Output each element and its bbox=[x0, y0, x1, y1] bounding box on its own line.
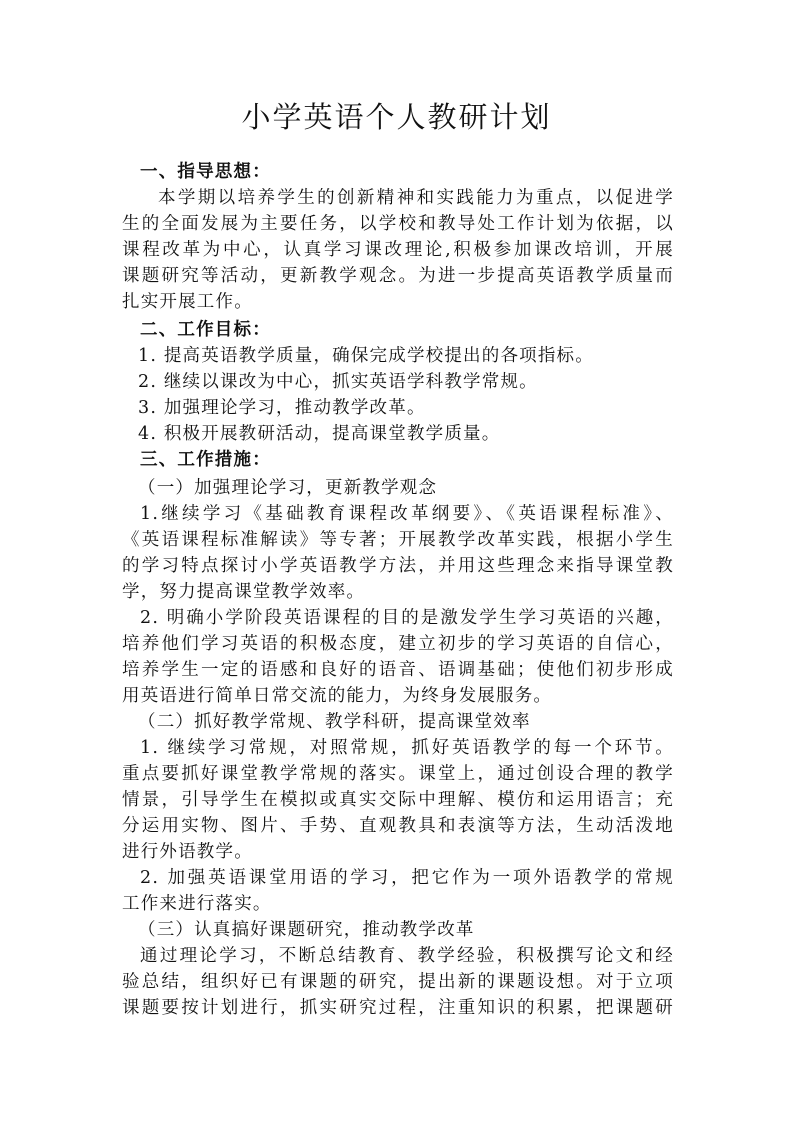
paragraph-line: 课题研究等活动，更新教学观念。为进一步提高英语教学质量而 bbox=[122, 266, 674, 286]
goal-item: 3. 加强理论学习，推动教学改革。 bbox=[138, 398, 426, 418]
paragraph-line: 本学期以培养学生的创新精神和实践能力为重点，以促进学 bbox=[158, 188, 674, 208]
section-heading-guiding-ideology: 一、指导思想： bbox=[140, 162, 271, 182]
paragraph-line: 通过理论学习，不断总结教育、教学经验，积极撰写论文和经 bbox=[140, 946, 674, 966]
goal-item: 4. 积极开展教研活动，提高课堂教学质量。 bbox=[138, 424, 501, 444]
paragraph-line: 生的全面发展为主要任务，以学校和教导处工作计划为依据，以 bbox=[122, 214, 674, 234]
paragraph-line: 1.继续学习《基础教育课程改革纲要》、《英语课程标准》、 bbox=[140, 504, 674, 524]
paragraph-line: 工作来进行落实。 bbox=[122, 894, 272, 914]
paragraph-line: 学，努力提高课堂教学效率。 bbox=[122, 582, 366, 602]
paragraph-line: 的学习特点探讨小学英语教学方法，并用这些理念来指导课堂教 bbox=[122, 556, 674, 576]
paragraph-line: 2. 加强英语课堂用语的学习，把它作为一项外语教学的常规 bbox=[140, 868, 674, 888]
document-title: 小学英语个人教研计划 bbox=[241, 100, 552, 134]
paragraph-line: 《英语课程标准解读》等专著；开展教学改革实践，根据小学生 bbox=[122, 530, 674, 550]
paragraph-line: 用英语进行简单日常交流的能力，为终身发展服务。 bbox=[122, 686, 553, 706]
paragraph-line: 培养他们学习英语的积极态度，建立初步的学习英语的自信心， bbox=[122, 634, 674, 654]
goal-item: 2. 继续以课改为中心，抓实英语学科教学常规。 bbox=[138, 372, 538, 392]
paragraph-line: 扎实开展工作。 bbox=[122, 292, 253, 312]
paragraph-line: 分运用实物、图片、手势、直观教具和表演等方法，生动活泼地 bbox=[122, 816, 674, 836]
subsection-heading: （二）抓好教学常规、教学科研，提高课堂效率 bbox=[138, 712, 531, 732]
paragraph-line: 验总结，组织好已有课题的研究，提出新的课题设想。对于立项 bbox=[122, 972, 674, 992]
paragraph-line: 重点要抓好课堂教学常规的落实。课堂上，通过创设合理的教学 bbox=[122, 764, 674, 784]
paragraph-line: 1. 继续学习常规，对照常规，抓好英语教学的每一个环节。 bbox=[140, 738, 674, 758]
section-heading-work-goals: 二、工作目标： bbox=[140, 320, 271, 340]
paragraph-line: 课题要按计划进行，抓实研究过程，注重知识的积累，把课题研 bbox=[122, 998, 674, 1018]
paragraph-line: 进行外语教学。 bbox=[122, 842, 253, 862]
goal-item: 1. 提高英语教学质量，确保完成学校提出的各项指标。 bbox=[138, 346, 594, 366]
paragraph-line: 情景，引导学生在模拟或真实交际中理解、模仿和运用语言；充 bbox=[122, 790, 674, 810]
section-heading-work-measures: 三、工作措施： bbox=[140, 450, 271, 470]
paragraph-line: 课程改革为中心，认真学习课改理论,积极参加课改培训，开展 bbox=[122, 240, 674, 260]
subsection-heading: （一）加强理论学习，更新教学观念 bbox=[138, 478, 438, 498]
subsection-heading: （三）认真搞好课题研究，推动教学改革 bbox=[138, 920, 475, 940]
paragraph-line: 培养学生一定的语感和良好的语音、语调基础；使他们初步形成 bbox=[122, 660, 674, 680]
paragraph-line: 2. 明确小学阶段英语课程的目的是激发学生学习英语的兴趣， bbox=[140, 608, 674, 628]
